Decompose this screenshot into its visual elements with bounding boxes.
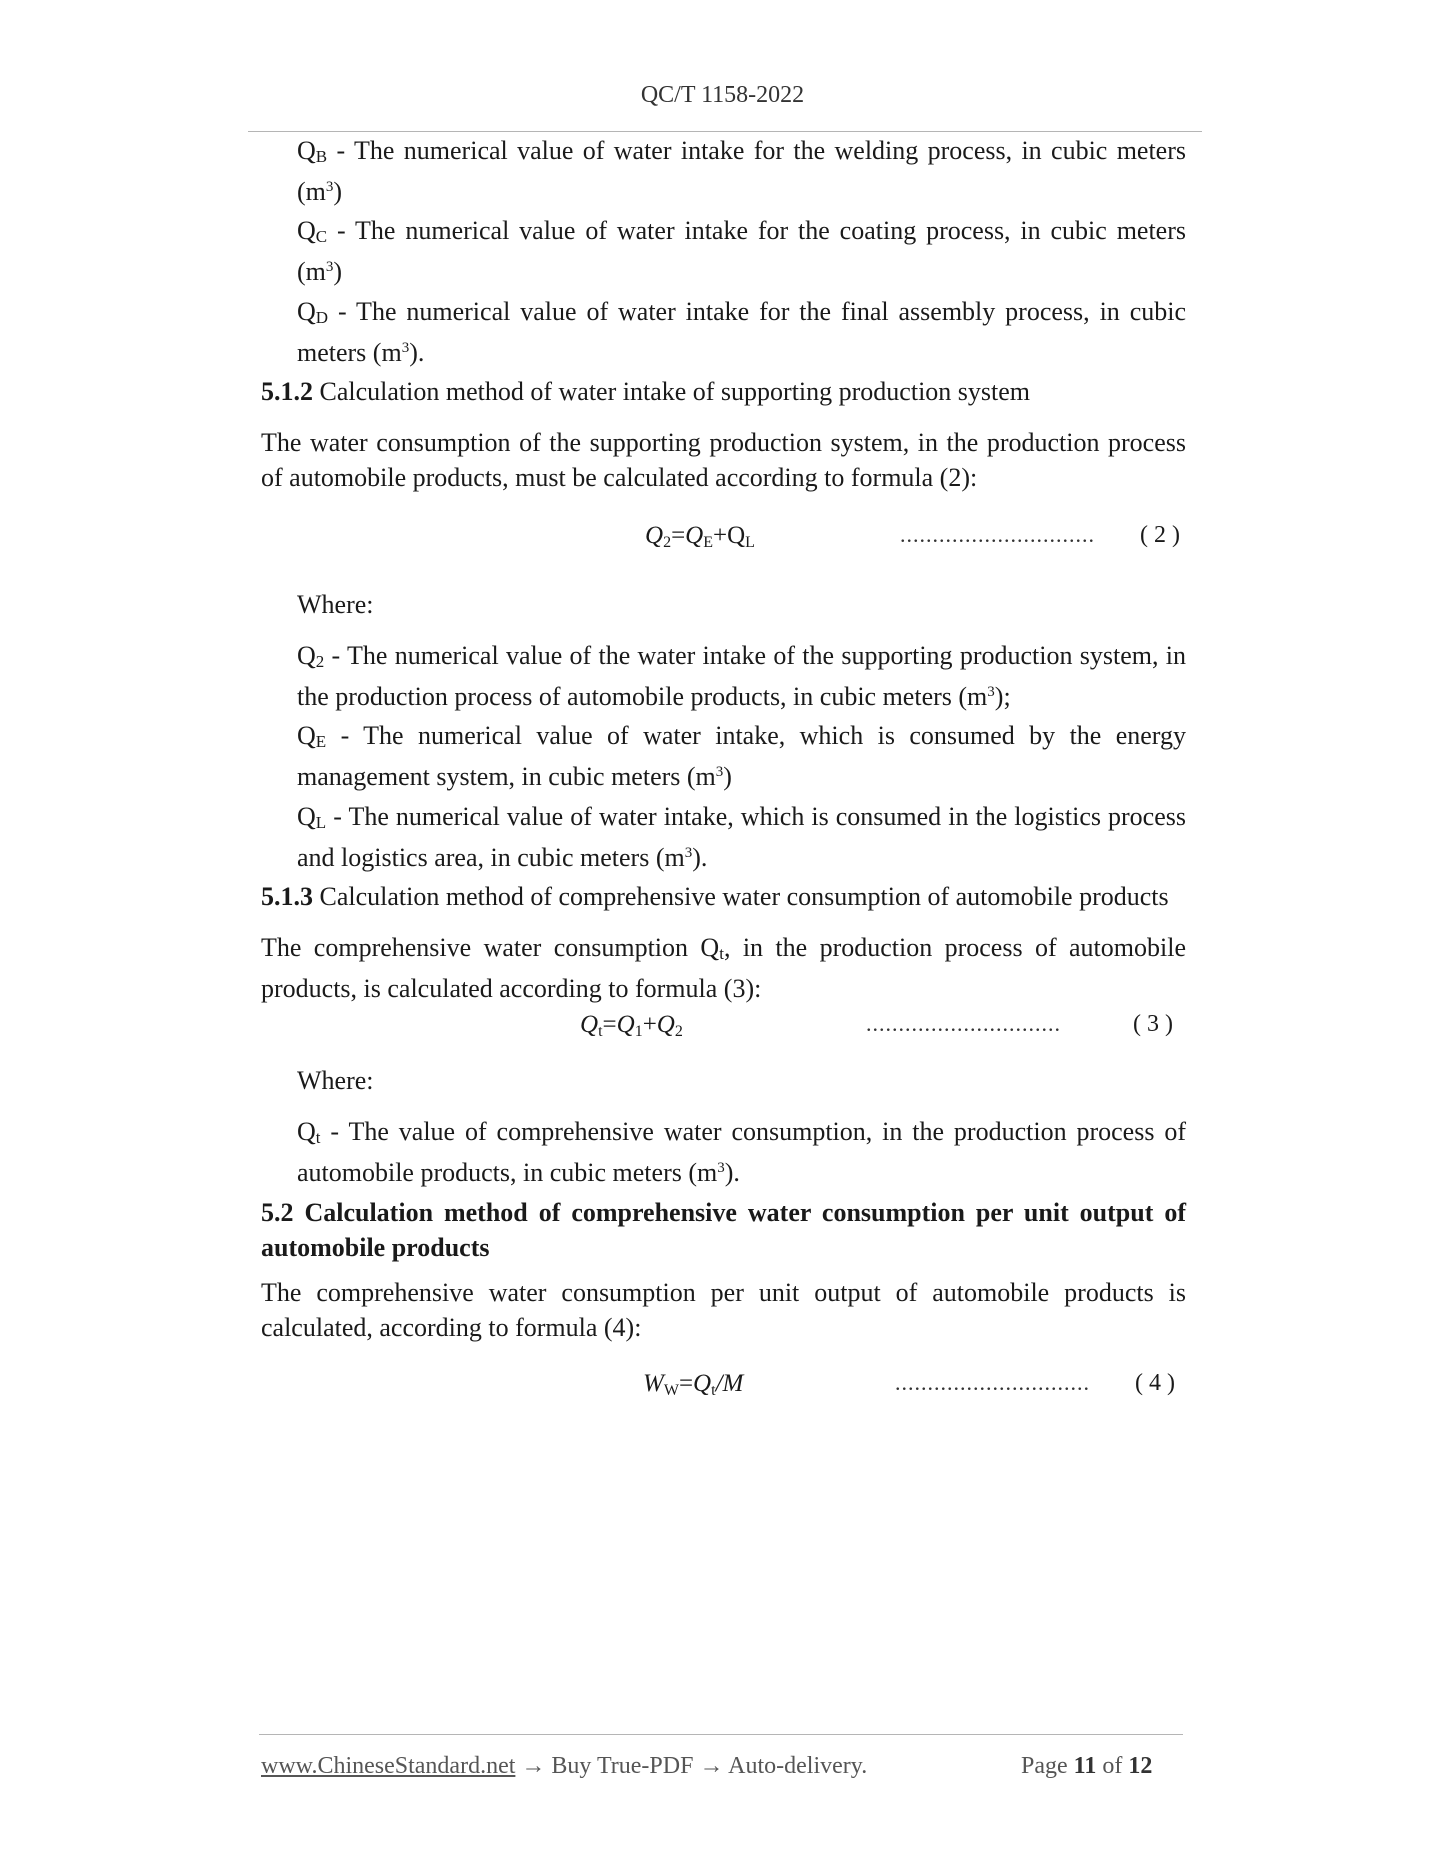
definition-text: - The numerical value of water intake, which is consumed in the logistics process and logistics area, in cubic meters (m	[297, 802, 1186, 872]
formula-operator: =	[678, 1370, 694, 1397]
definition-text: - The value of comprehensive water consumption, in the production process of automobile products, in cubic meters (m	[297, 1117, 1186, 1187]
definition-qb	[297, 133, 1186, 209]
formula-subscript: L	[745, 534, 755, 551]
formula-subscript: 1	[634, 1023, 643, 1040]
superscript: 3	[717, 1160, 725, 1176]
formula-symbol: Q	[580, 1011, 599, 1038]
paragraph-text: The comprehensive water consumption Q	[261, 933, 720, 962]
running-header: QC/T 1158-2022	[640, 82, 805, 108]
page-indicator	[1021, 1753, 1152, 1780]
symbol-subscript: 2	[315, 652, 325, 671]
symbol-subscript: E	[315, 732, 327, 751]
formula-number: ( 3 )	[1133, 1011, 1173, 1037]
definition-qe	[297, 718, 1186, 794]
definition-tail: );	[994, 682, 1011, 711]
superscript: 3	[325, 259, 334, 275]
symbol: Q	[297, 802, 316, 831]
arrow-right-icon: →	[521, 1753, 546, 1779]
definition-text: - The numerical value of water intake, which is consumed by the energy management system, in cubic meters (m	[297, 721, 1186, 791]
symbol-subscript: C	[315, 227, 328, 246]
superscript: 3	[987, 684, 995, 700]
formula-subscript: W	[663, 1382, 679, 1399]
section-heading-5-1-3	[261, 879, 1186, 914]
definition-tail: ).	[692, 843, 708, 872]
website-link[interactable]: www.ChineseStandard.net	[261, 1753, 516, 1779]
formula-subscript: 2	[663, 534, 672, 551]
formula-operator: +	[642, 1011, 657, 1038]
formula-number: ( 2 )	[1140, 522, 1180, 548]
definition-ql	[297, 799, 1186, 875]
definition-tail: ).	[724, 1158, 740, 1187]
definition-text: - The numerical value of water intake for the final assembly process, in cubic meters (m	[297, 297, 1186, 367]
buy-pdf-link[interactable]: Buy True-PDF	[551, 1753, 694, 1779]
symbol-subscript: t	[315, 1128, 321, 1147]
where-label: Where:	[297, 1066, 374, 1095]
superscript: 3	[401, 340, 410, 356]
formula-4	[643, 1370, 743, 1400]
page-of-label: of	[1102, 1753, 1123, 1779]
page-number: 11	[1073, 1753, 1097, 1779]
header-rule	[248, 131, 1202, 132]
formula-leader-dots: ..............................	[866, 1011, 1061, 1036]
formula-leader-dots: ..............................	[895, 1370, 1090, 1395]
page-total: 12	[1128, 1753, 1153, 1779]
symbol-subscript: D	[315, 308, 329, 327]
auto-delivery-text: Auto-delivery.	[728, 1753, 868, 1779]
paragraph-5-1-2: The water consumption of the supporting production system, in the production process of automobile products, must be calculated according to formula (2):	[261, 428, 1186, 492]
footer-left	[261, 1753, 867, 1780]
symbol-subscript: L	[315, 813, 327, 832]
formula-subscript: t	[711, 1382, 716, 1399]
definition-qd	[297, 294, 1186, 370]
symbol-subscript: B	[315, 147, 328, 166]
section-heading-5-2: 5.2 Calculation method of comprehensive water consumption per unit output of automobile products	[261, 1198, 1186, 1262]
formula-symbol: Q	[693, 1370, 712, 1397]
formula-3	[580, 1011, 683, 1041]
formula-leader-dots: ..............................	[900, 522, 1095, 547]
definition-q2	[297, 638, 1186, 714]
section-number: 5.1.3	[261, 882, 313, 911]
definition-tail: )	[723, 762, 732, 791]
formula-symbol: Q	[645, 522, 664, 549]
paragraph-text: , in the production process of automobile products, is calculated according to formula (3):	[261, 933, 1186, 1003]
symbol: Q	[297, 721, 316, 750]
symbol: Q	[297, 297, 316, 326]
page-label: Page	[1021, 1753, 1068, 1779]
formula-2	[645, 522, 755, 552]
formula-operator: +Q	[713, 522, 746, 549]
definition-tail: ).	[409, 338, 425, 367]
symbol-subscript: t	[719, 944, 724, 963]
definition-text: - The numerical value of water intake for the welding process, in cubic meters (m	[297, 136, 1186, 206]
superscript: 3	[684, 845, 693, 861]
paragraph-5-1-3	[261, 930, 1186, 1006]
formula-symbol: Q	[656, 1011, 675, 1038]
formula-symbol: /M	[715, 1370, 744, 1397]
superscript: 3	[325, 179, 334, 195]
formula-subscript: 2	[674, 1023, 683, 1040]
formula-symbol: Q	[616, 1011, 635, 1038]
where-label: Where:	[297, 590, 374, 619]
symbol: Q	[297, 216, 316, 245]
footer-rule	[259, 1734, 1183, 1735]
section-title: Calculation method of comprehensive water consumption of automobile products	[313, 882, 1169, 911]
symbol: Q	[297, 641, 316, 670]
formula-subscript: E	[703, 534, 714, 551]
definition-text: - The numerical value of water intake for the coating process, in cubic meters (m	[297, 216, 1186, 286]
definition-qc	[297, 213, 1186, 289]
formula-symbol: W	[643, 1370, 664, 1397]
symbol: Q	[297, 136, 316, 165]
arrow-right-icon: →	[699, 1753, 724, 1779]
paragraph-5-2: The comprehensive water consumption per unit output of automobile products is calculated, according to formula (4):	[261, 1278, 1186, 1342]
section-number: 5.1.2	[261, 377, 313, 406]
definition-text: - The numerical value of the water intake of the supporting production system, in the production process of automobile products, in cubic meters (m	[297, 641, 1186, 711]
definition-qt	[297, 1114, 1186, 1190]
symbol: Q	[297, 1117, 316, 1146]
definition-tail: )	[333, 257, 343, 286]
section-heading-5-1-2	[261, 374, 1186, 409]
formula-subscript: t	[598, 1023, 603, 1040]
formula-operator: =	[602, 1011, 617, 1038]
definition-tail: )	[333, 177, 343, 206]
section-title: Calculation method of water intake of supporting production system	[313, 377, 1031, 406]
superscript: 3	[715, 764, 724, 780]
formula-number: ( 4 )	[1135, 1370, 1175, 1396]
formula-operator: =	[671, 522, 686, 549]
formula-symbol: Q	[685, 522, 704, 549]
